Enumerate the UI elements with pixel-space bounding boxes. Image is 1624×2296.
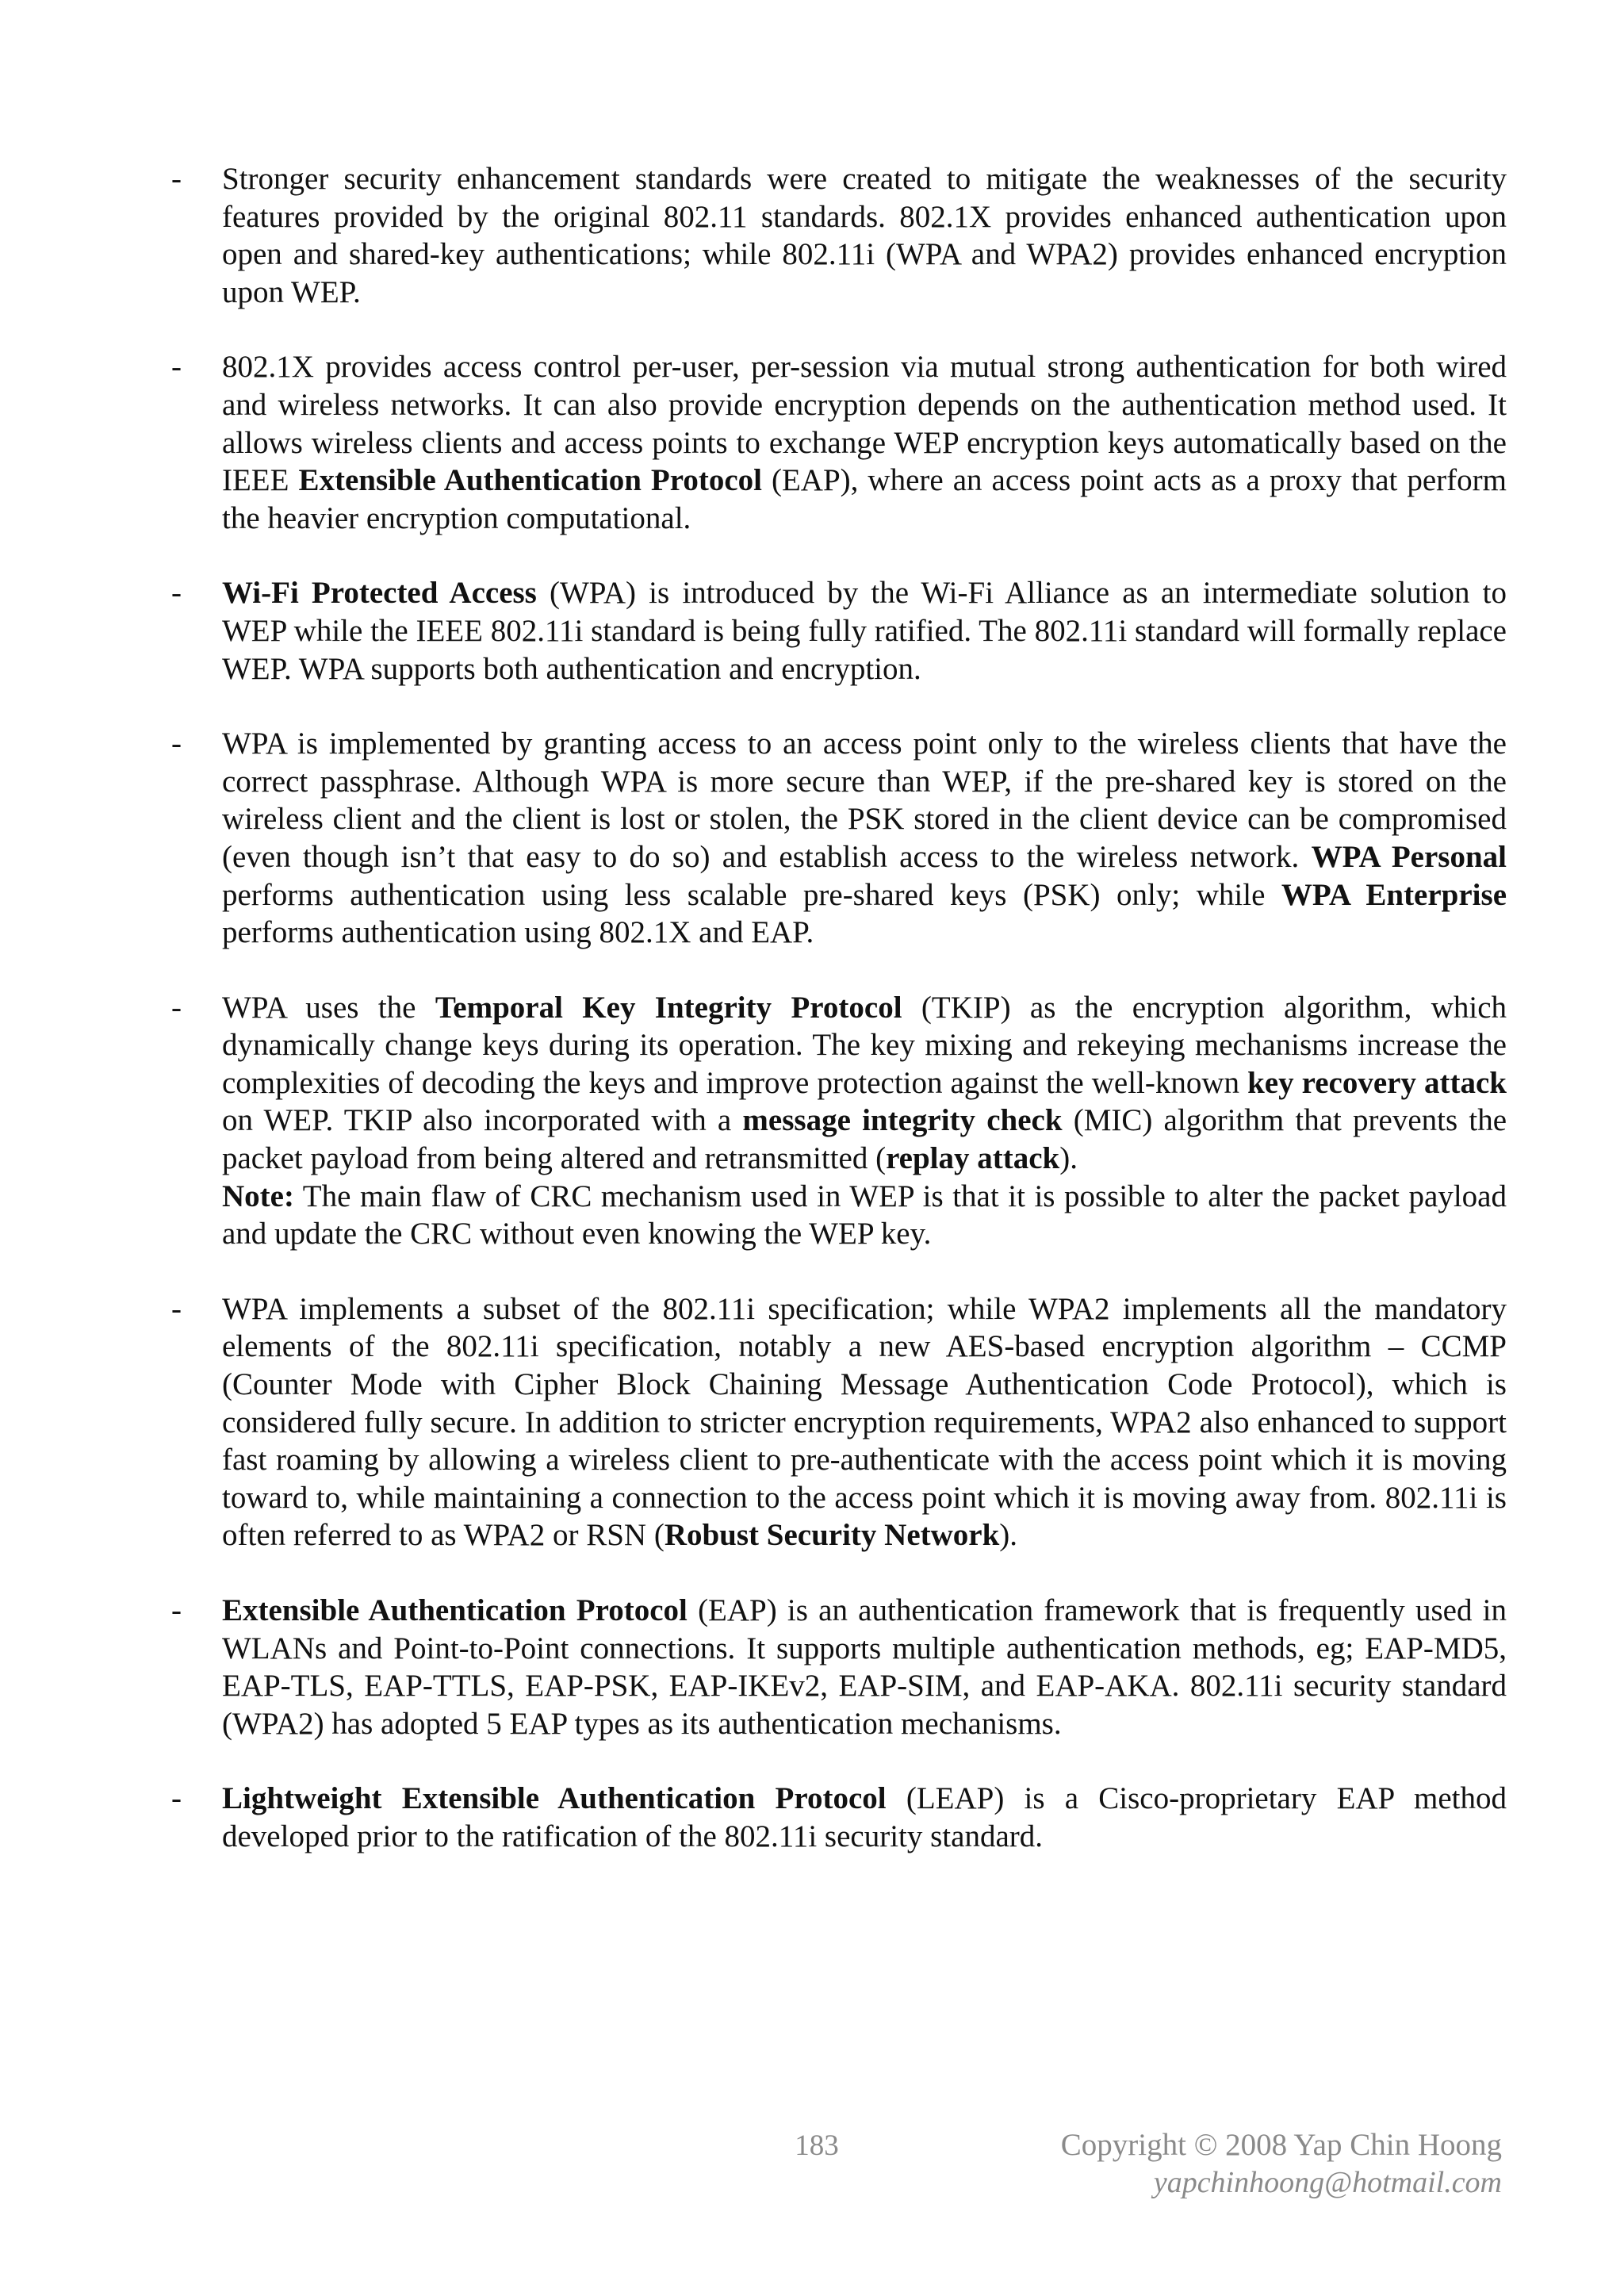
bullet-item (167, 1592, 1507, 1742)
page-number: 183 (795, 2129, 839, 2162)
bullet-item (167, 348, 1507, 537)
paragraph-text: Stronger security enhancement standards were created to mitigate the weaknesses of the security features provided by the original 802.11 standards. 802.1X provides enhanced authentication upon open and shared-key authentications; while 802.11i (WPA and WPA2) provides enhanced encryption upon WEP. (222, 162, 1507, 309)
bullet-item (167, 725, 1507, 952)
footer-email: yapchinhoong@hotmail.com (1153, 2166, 1502, 2199)
paragraph-text: performs authentication using less scalable pre-shared keys (PSK) only; while (222, 877, 1281, 912)
bullet-dash: - (171, 1781, 182, 1816)
bullet-item (167, 1780, 1507, 1855)
paragraph-text: WPA uses the (222, 990, 435, 1025)
paragraph-text: (TKIP) as the encryption algorithm, which dynamically change keys during its operation. The key mixing and rekeying mechanisms increase the complexities of decoding the keys and improve protection against the well-known (222, 990, 1507, 1100)
bold-term: Extensible Authentication Protocol (298, 463, 762, 498)
bold-term: Extensible Authentication Protocol (222, 1593, 688, 1627)
paragraph-text: ). (1059, 1141, 1078, 1176)
bullet-dash: - (171, 1291, 182, 1326)
bullet-item (167, 1290, 1507, 1554)
paragraph-text: on WEP. TKIP also incorporated with a (222, 1103, 743, 1138)
bullet-dash: - (171, 350, 182, 385)
paragraph-text: (WPA) is introduced by the Wi-Fi Alliance as an intermediate solution to WEP while the IEEE 802.11i standard is being fully ratified. The 802.11i standard will formally replace WEP. WPA supports both authentication and encryption. (222, 576, 1507, 686)
bold-term: Note: (222, 1179, 294, 1213)
bullet-dash: - (171, 1593, 182, 1627)
bold-term: Temporal Key Integrity Protocol (435, 990, 902, 1025)
bullet-item (167, 989, 1507, 1253)
paragraph-text: 802.1X provides access control per-user, per-session via mutual strong authentication for both wired and wireless networks. It can also provide encryption depends on the authentication method used. It allows wireless clients and access points to exchange WEP encryption keys automatically based on the IEEE (222, 350, 1507, 498)
bold-term: WPA Personal (1311, 839, 1507, 874)
paragraph-text: (LEAP) is a Cisco-proprietary EAP method developed prior to the ratification of the 802.11i security standard. (222, 1781, 1507, 1853)
bullet-item (167, 574, 1507, 688)
paragraph-text: ). (999, 1518, 1018, 1553)
bullet-dash: - (171, 576, 182, 611)
paragraph-text: (MIC) algorithm that prevents the packet payload from being altered and retransmitted ( (222, 1103, 1507, 1176)
paragraph-text: WPA implements a subset of the 802.11i specification; while WPA2 implements all the mandatory elements of the 802.11i specification, notably a new AES-based encryption algorithm – CCMP (Counter Mode with Cipher Block Chaining Message Authentication Code Protocol), which is considered fully secure. In addition to stricter encryption requirements, WPA2 also enhanced to support fast roaming by allowing a wireless client to pre-authenticate with the access point which it is moving toward to, while maintaining a connection to the access point which it is moving away from. 802.11i is often referred to as WPA2 or RSN ( (222, 1291, 1507, 1553)
bullet-dash: - (171, 990, 182, 1025)
bold-term: key recovery attack (1247, 1065, 1507, 1100)
bullet-list (167, 160, 1507, 1893)
bold-term: Lightweight Extensible Authentication Protocol (222, 1781, 887, 1816)
bullet-item (167, 160, 1507, 311)
footer-copyright: Copyright © 2008 Yap Chin Hoong (1060, 2128, 1502, 2162)
bold-term: WPA Enterprise (1281, 877, 1507, 912)
paragraph-text: WPA is implemented by granting access to an access point only to the wireless clients that have the correct passphrase. Although WPA is more secure than WEP, if the pre-shared key is stored on the wireless client and the client is lost or stolen, the PSK stored in the client device can be compromised (even though isn’t that easy to do so) and establish access to the wireless network. (222, 726, 1507, 874)
bullet-dash: - (171, 162, 182, 196)
bold-term: replay attack (886, 1141, 1060, 1176)
paragraph-text: The main flaw of CRC mechanism used in WEP is that it is possible to alter the packet payload and update the CRC without even knowing the WEP key. (222, 1179, 1507, 1251)
bullet-dash: - (171, 726, 182, 761)
bold-term: message integrity check (742, 1103, 1063, 1138)
bold-term: Wi-Fi Protected Access (222, 576, 537, 611)
paragraph-text: performs authentication using 802.1X and EAP. (222, 915, 814, 950)
bold-term: Robust Security Network (664, 1518, 1000, 1553)
paragraph-text: (EAP) is an authentication framework that is frequently used in WLANs and Point-to-Point connections. It supports multiple authentication methods, eg; EAP-MD5, EAP-TLS, EAP-TTLS, EAP-PSK, EAP-IKEv2, EAP-SIM, and EAP-AKA. 802.11i security standard (WPA2) has adopted 5 EAP types as its authentication mechanisms. (222, 1593, 1507, 1741)
paragraph-text: (EAP), where an access point acts as a proxy that perform the heavier encryption computational. (222, 463, 1507, 535)
